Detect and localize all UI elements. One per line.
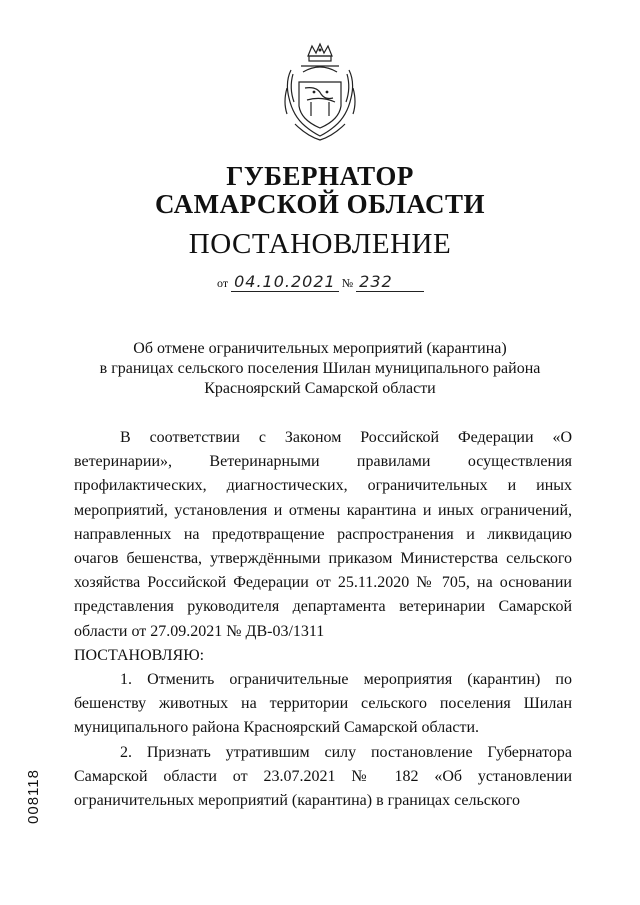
item-2-paragraph: 2. Признать утратившим силу постановление Губернатора Самарской области от 23.07.2021 № 182 «Об установлении ограничительных мероприятий (карантина) в границах сельского [74, 743, 572, 810]
preamble-paragraph: В соответствии с Законом Российской Федерации «О ветеринарии», Ветеринарными правилами осуществления профилактических, диагностических, ограничительных и иных мероприятий, установления и отмены карантина и иных ограничений, направленных на предотвращение распространения и ликвидацию очагов бешенства, утверждёнными приказом Министерства сельского хозяйства Российской Федерации от 25.11.2020 № 705, на основании представления руководителя департамента ветеринарии Самарской области от 27.09.2021 № ДВ-03/1311 [74, 429, 572, 640]
coat-of-arms-emblem [281, 42, 359, 142]
date-value: 04.10.2021 [231, 272, 339, 292]
number-label: № [341, 276, 354, 290]
date-prefix: от [217, 276, 229, 290]
item-1-paragraph: 1. Отменить ограничительные мероприятия (карантин) по бешенству животных на территории сельского поселения Шилан муниципального района Красноярский Самарской области. [74, 671, 572, 737]
date-number-line [217, 272, 424, 292]
authority-title-line1: ГУБЕРНАТОР [226, 161, 414, 191]
serial-number: 008118 [24, 769, 42, 824]
number-value: 232 [356, 272, 424, 292]
authority-title-line2: САМАРСКОЙ ОБЛАСТИ [154, 189, 486, 219]
subject-line: в границах сельского поселения Шилан муниципального района [99, 360, 541, 377]
subject-line: Красноярский Самарской области [204, 380, 436, 397]
document-type: ПОСТАНОВЛЕНИЕ [188, 228, 452, 260]
subject-line: Об отмене ограничительных мероприятий (карантина) [133, 340, 507, 357]
document-subject [0, 339, 640, 399]
decree-word: ПОСТАНОВЛЯЮ: [74, 646, 205, 664]
margin-serial-stamp [24, 768, 48, 828]
document-body [74, 426, 572, 813]
